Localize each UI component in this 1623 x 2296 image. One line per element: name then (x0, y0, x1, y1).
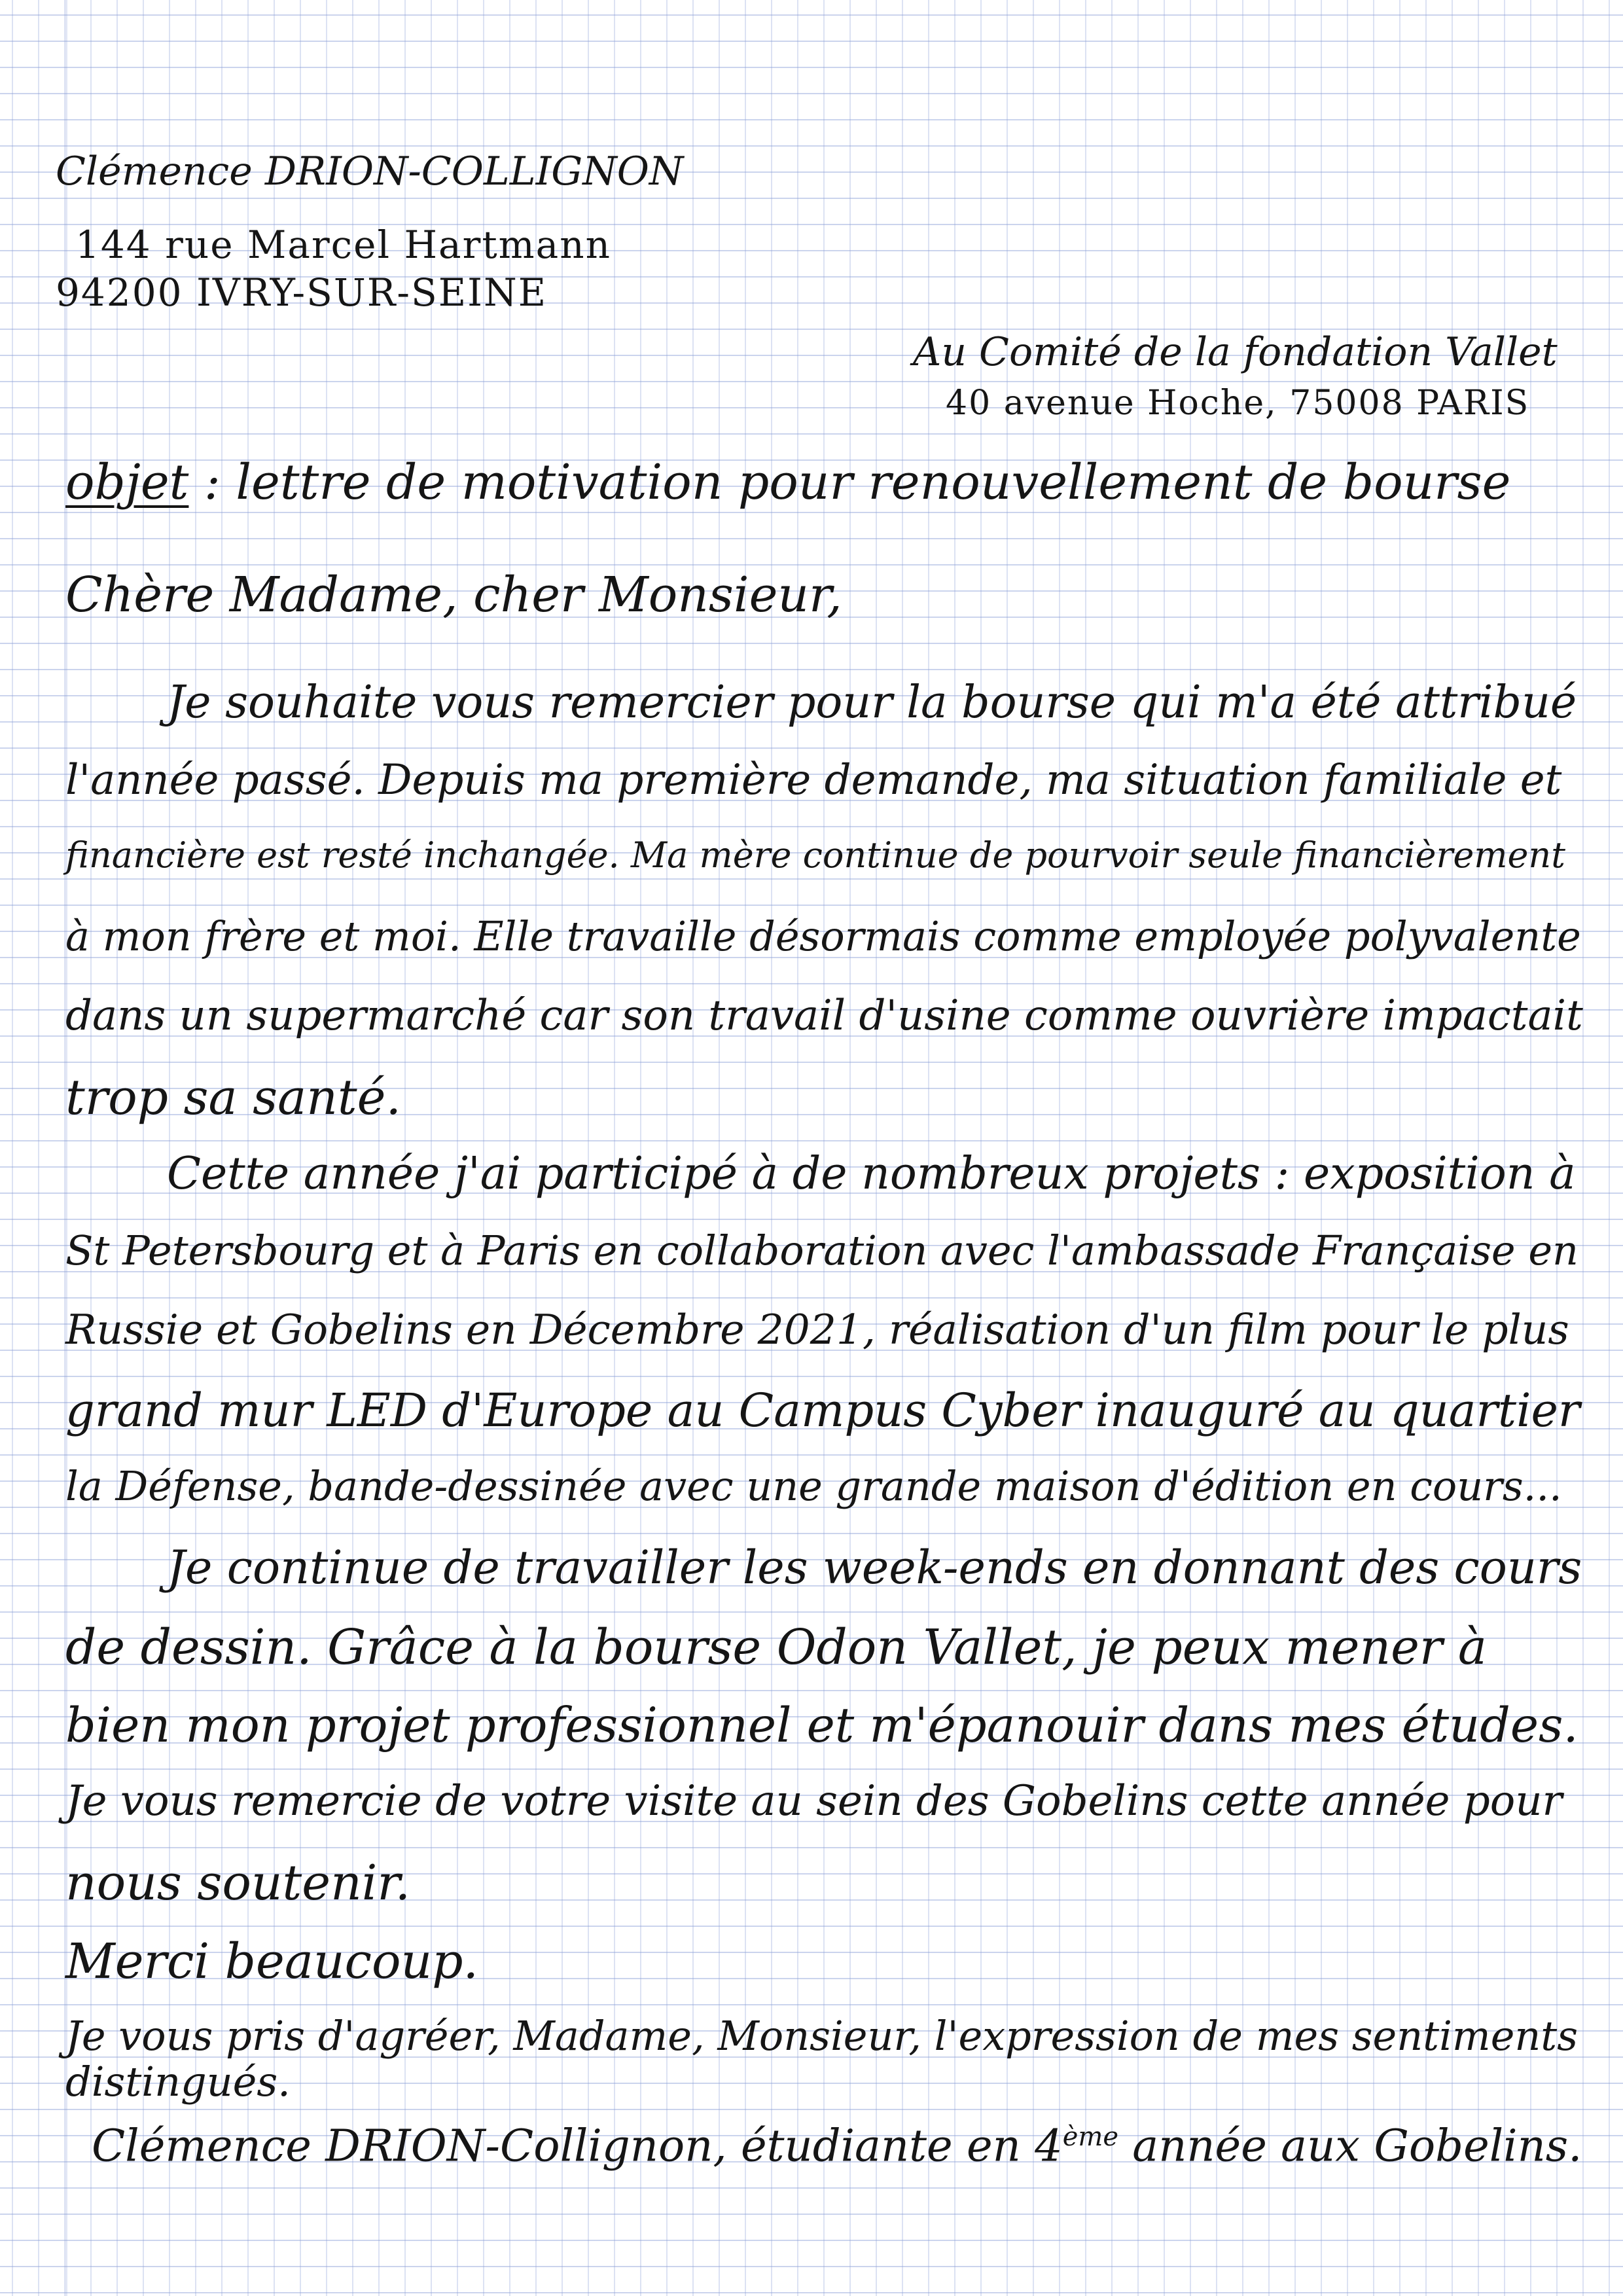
body-line: financière est resté inchangée. Ma mère continue de pourvoir seule financièrement (65, 834, 1565, 876)
body-line: Je continue de travailler les week-ends en donnant des cours (167, 1541, 1582, 1594)
body-line: trop sa santé. (65, 1069, 401, 1126)
subject-text: lettre de motivation pour renouvellement de bourse (236, 454, 1511, 511)
body-line: nous soutenir. (65, 1855, 411, 1911)
body-line: l'année passé. Depuis ma première demande, ma situation familiale et (65, 756, 1562, 804)
sender-street: 144 rue Marcel Hartmann (75, 223, 611, 267)
body-line: dans un supermarché car son travail d'usine comme ouvrière impactait (65, 992, 1583, 1040)
subject-separator: : (188, 454, 236, 511)
body-line: Je souhaite vous remercier pour la bourse qui m'a été attribué (167, 677, 1577, 728)
closing-formula-end: distingués. (65, 2058, 291, 2106)
sender-name: Clémence DRION-COLLIGNON (56, 149, 684, 194)
body-line: bien mon projet professionnel et m'épanouir dans mes études. (65, 1698, 1578, 1753)
signature-text-end: année aux Gobelins. (1118, 2120, 1582, 2172)
sender-city: 94200 IVRY-SUR-SEINE (56, 270, 548, 315)
closing-thanks: Merci beaucoup. (65, 1933, 479, 1990)
body-line: Je vous remercie de votre visite au sein des Gobelins cette année pour (65, 1777, 1563, 1825)
signature-text: Clémence DRION-Collignon, étudiante en 4 (92, 2120, 1063, 2172)
subject-line (65, 454, 1511, 511)
signature-line (92, 2120, 1582, 2172)
subject-label: objet (65, 454, 189, 511)
body-line: la Défense, bande-dessinée avec une grande maison d'édition en cours... (65, 1462, 1562, 1510)
body-line: St Petersbourg et à Paris en collaboration avec l'ambassade Française en (65, 1227, 1578, 1274)
salutation: Chère Madame, cher Monsieur, (65, 567, 842, 623)
signature-superscript: ème (1062, 2122, 1118, 2152)
recipient-line-2: 40 avenue Hoche, 75008 PARIS (946, 384, 1530, 423)
closing-formula: Je vous pris d'agréer, Madame, Monsieur, l'expression de mes sentiments (65, 2012, 1578, 2060)
body-line: Cette année j'ai participé à de nombreux projets : exposition à (167, 1148, 1576, 1200)
body-line: grand mur LED d'Europe au Campus Cyber inauguré au quartier (65, 1384, 1580, 1437)
body-line: de dessin. Grâce à la bourse Odon Vallet, je peux mener à (65, 1619, 1487, 1676)
body-line: Russie et Gobelins en Décembre 2021, réalisation d'un film pour le plus (65, 1306, 1569, 1354)
recipient-line-1: Au Comité de la fondation Vallet (913, 329, 1558, 375)
body-line: à mon frère et moi. Elle travaille désormais comme employée polyvalente (65, 912, 1581, 960)
